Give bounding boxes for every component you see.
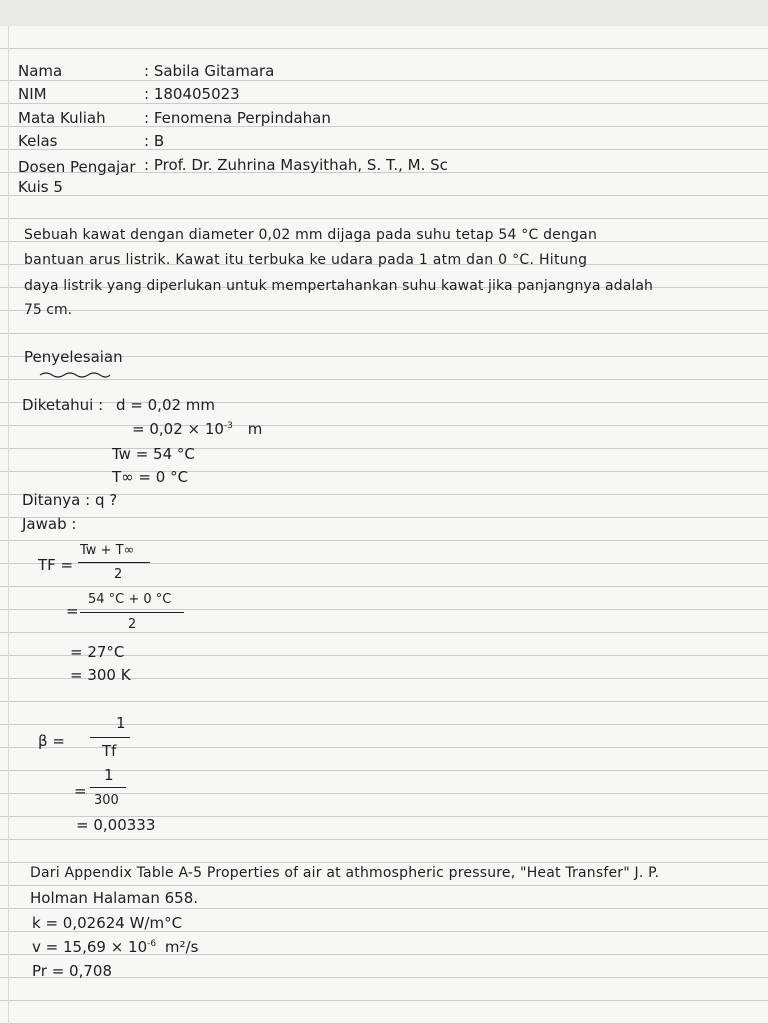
conductivity-line: k = 0,02624 W/m°C [32,914,183,932]
beta-label: β = [38,732,65,750]
diameter-conversion [132,422,262,437]
tf-numerator-values: 54 °C + 0 °C [88,592,172,607]
answer-label: Jawab : [22,515,77,533]
beta-fraction-bar-2 [90,787,126,788]
tf-result-kelvin: = 300 K [70,666,131,684]
name-value: : Sabila Gitamara [144,62,275,80]
beta-numerator: 1 [116,714,126,732]
beta-result: = 0,00333 [76,816,156,834]
wire-temperature-line: Tw = 54 °C [112,445,195,463]
class-value: : B [144,132,165,150]
known-label: Diketahui : [22,396,104,414]
tf-denominator: 2 [114,567,123,582]
diameter-exponent: -3 [223,421,233,431]
page-margin-line [8,26,9,1024]
diameter-conversion-base: = 0,02 × 10 [132,420,224,438]
heading-underline-squiggle [38,370,112,378]
course-value: : Fenomena Perpindahan [144,109,331,127]
quiz-label: Kuis 5 [18,178,63,196]
nim-value: : 180405023 [144,85,240,103]
beta-equals: = [74,782,87,800]
beta-numerator-2: 1 [104,766,114,784]
tf-denominator-2: 2 [128,617,137,632]
tf-fraction-bar [78,562,150,563]
course-label: Mata Kuliah [18,109,106,127]
viscosity-line [32,940,198,955]
tf-label: TF = [38,556,74,574]
beta-denominator: Tf [102,742,117,760]
problem-line-1: Sebuah kawat dengan diameter 0,02 mm dijaga pada suhu tetap 54 °C dengan [24,227,598,243]
lecturer-value: : Prof. Dr. Zuhrina Masyithah, S. T., M. Sc [144,156,448,174]
name-label: Nama [18,62,63,80]
prandtl-line: Pr = 0,708 [32,962,112,980]
beta-denominator-2: 300 [94,793,119,808]
problem-line-3: daya listrik yang diperlukan untuk mempertahankan suhu kawat jika panjangnya adalah [24,278,654,294]
ambient-temperature-line: T∞ = 0 °C [112,468,189,486]
tf-equals: = [66,602,79,620]
beta-fraction-bar [90,737,130,738]
diameter-unit: m [247,420,263,438]
problem-line-2: bantuan arus listrik. Kawat itu terbuka ke udara pada 1 atm dan 0 °C. Hitung [24,252,588,268]
solution-heading: Penyelesaian [24,348,123,366]
asked-line: Ditanya : q ? [22,491,118,509]
tf-fraction-bar-2 [80,612,184,613]
nim-label: NIM [18,85,47,103]
tf-numerator: Tw + T∞ [80,543,135,558]
problem-line-4: 75 cm. [24,302,73,318]
viscosity-base: v = 15,69 × 10 [32,938,148,956]
diameter-line: d = 0,02 mm [116,396,216,414]
reference-line-2: Holman Halaman 658. [30,889,199,907]
class-label: Kelas [18,132,58,150]
reference-line-1: Dari Appendix Table A-5 Properties of air at athmospheric pressure, "Heat Transfer" J. P. [30,865,660,881]
viscosity-unit: m²/s [164,938,199,956]
lecturer-label: Dosen Pengajar [18,158,136,176]
viscosity-exponent: -6 [147,939,157,949]
tf-result-celsius: = 27°C [70,643,125,661]
